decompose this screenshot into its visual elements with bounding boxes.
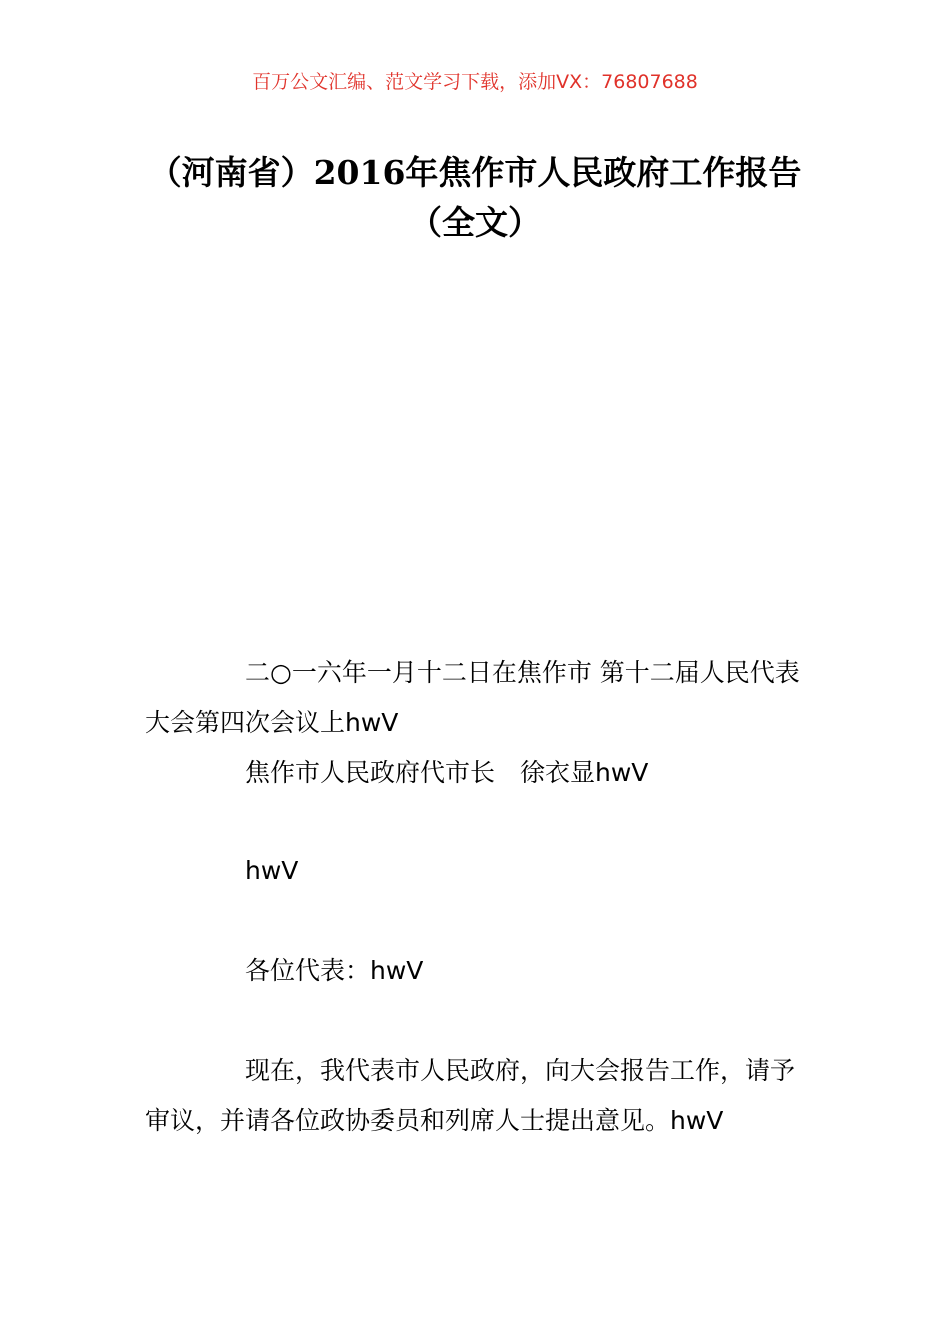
header-watermark-note: 百万公文汇编、范文学习下载，添加VX：76807688 — [252, 71, 698, 93]
document-title: （河南省）2016年焦作市人民政府工作报告（全文） — [148, 153, 802, 242]
speaker-line: 焦作市人民政府代市长 徐衣显hwV — [245, 758, 649, 787]
blank-marker-line: hwV — [245, 856, 299, 885]
body-paragraph — [145, 846, 813, 896]
body-paragraph — [145, 748, 813, 798]
salutation-line: 各位代表：hwV — [245, 956, 424, 985]
body-paragraph — [145, 1046, 813, 1146]
body-paragraph — [145, 648, 813, 748]
body-paragraph — [145, 946, 813, 996]
meeting-info-text: 二○一六年一月十二日在焦作市 第十二届人民代表大会第四次会议上hwV — [145, 658, 800, 737]
opening-paragraph: 现在，我代表市人民政府，向大会报告工作，请予审议，并请各位政协委员和列席人士提出意见。hwV — [145, 1056, 796, 1135]
